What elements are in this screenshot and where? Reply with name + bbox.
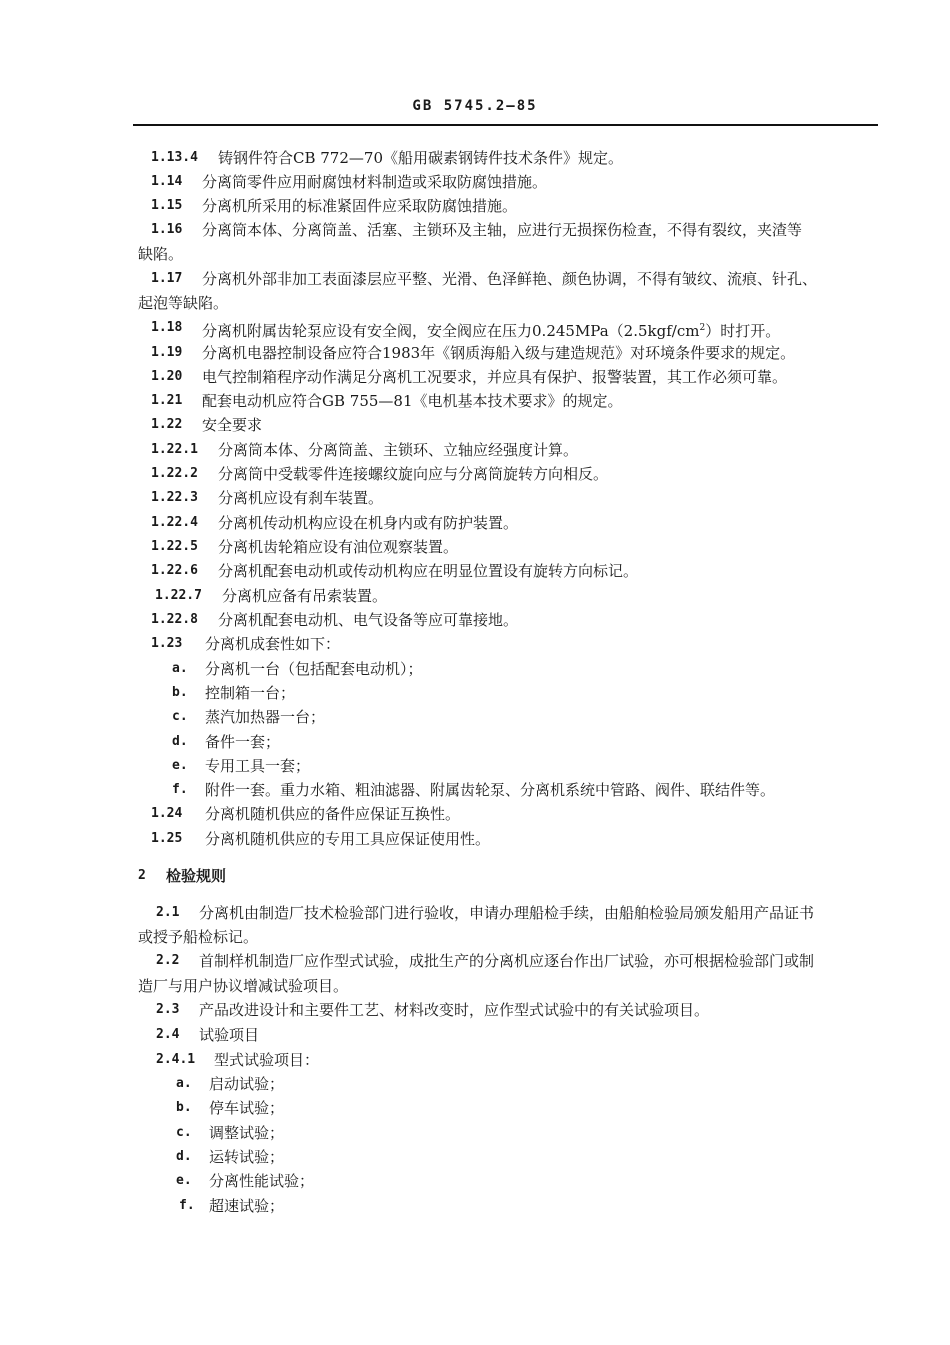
- clause-number: 2.1: [156, 905, 180, 920]
- clause-number: 2.3: [156, 1002, 180, 1017]
- list-text: 专用工具一套；: [205, 757, 311, 775]
- clause-text: 安全要求: [202, 416, 263, 434]
- clause-continuation: 缺陷。: [138, 245, 184, 263]
- list-marker: b.: [176, 1100, 192, 1115]
- list-marker: b.: [172, 685, 188, 700]
- clause-text: 分离机齿轮箱应设有油位观察装置。: [218, 538, 459, 556]
- page-header: GB 5745.2—85: [412, 98, 538, 114]
- clause-number: 1.16: [151, 222, 183, 237]
- clause-text: 首制样机制造厂应作型式试验，成批生产的分离机应逐台作出厂试验，亦可根据检验部门或制: [199, 952, 815, 970]
- list-text: 运转试验；: [209, 1148, 285, 1166]
- list-marker: d.: [172, 734, 188, 749]
- clause-number: 1.20: [151, 369, 183, 384]
- clause-number: 1.23: [151, 636, 183, 651]
- clause-number: 1.19: [151, 345, 183, 360]
- clause-text: 铸钢件符合CB 772—70《船用碳素钢铸件技术条件》规定。: [218, 149, 623, 167]
- clause-number: 1.13.4: [151, 150, 198, 165]
- superscript: 2: [699, 323, 706, 333]
- clause-text: 分离机传动机构应设在机身内或有防护装置。: [218, 514, 519, 532]
- clause-number: 1.22: [151, 417, 183, 432]
- clause-text-part: 分离机附属齿轮泵应设有安全阀，安全阀应在压力0.245MPa（2.5kgf/cm: [202, 322, 700, 340]
- list-marker: f.: [179, 1198, 195, 1213]
- list-text: 超速试验；: [209, 1197, 285, 1215]
- clause-number: 1.21: [151, 393, 183, 408]
- list-text: 备件一套；: [205, 733, 281, 751]
- list-text: 蒸汽加热器一台；: [205, 708, 326, 726]
- clause-text: 型式试验项目：: [214, 1051, 320, 1069]
- clause-continuation: 或授予船检标记。: [138, 928, 259, 946]
- clause-text-part: ）时打开。: [705, 322, 781, 340]
- header-rule: [133, 124, 878, 126]
- list-marker: f.: [172, 782, 188, 797]
- list-marker: c.: [172, 709, 188, 724]
- clause-text: 分离机随机供应的专用工具应保证使用性。: [205, 830, 491, 848]
- clause-text: 分离筒零件应用耐腐蚀材料制造或采取防腐蚀措施。: [202, 173, 548, 191]
- list-text: 附件一套。重力水箱、粗油滤器、附属齿轮泵、分离机系统中管路、阀件、联结件等。: [205, 781, 776, 799]
- list-marker: a.: [172, 661, 188, 676]
- clause-number: 1.25: [151, 831, 183, 846]
- list-text: 停车试验；: [209, 1099, 285, 1117]
- clause-number: 1.22.7: [155, 588, 202, 603]
- clause-number: 1.22.5: [151, 539, 198, 554]
- clause-number: 2.4: [156, 1027, 180, 1042]
- list-marker: e.: [172, 758, 188, 773]
- clause-text: 分离机配套电动机、电气设备等应可靠接地。: [218, 611, 519, 629]
- list-text: 分离机一台（包括配套电动机）；: [205, 660, 423, 678]
- clause-text: 分离机由制造厂技术检验部门进行验收，申请办理船检手续，由船舶检验局颁发船用产品证书: [199, 904, 815, 922]
- clause-text: 试验项目: [199, 1026, 260, 1044]
- clause-text: 配套电动机应符合GB 755—81《电机基本技术要求》的规定。: [202, 392, 623, 410]
- clause-text: 分离筒中受载零件连接螺纹旋向应与分离筒旋转方向相反。: [218, 465, 609, 483]
- clause-text: 分离机外部非加工表面漆层应平整、光滑、色泽鲜艳、颜色协调，不得有皱纹、流痕、针孔、: [202, 270, 818, 288]
- clause-number: 1.14: [151, 174, 183, 189]
- list-text: 调整试验；: [209, 1124, 285, 1142]
- list-marker: c.: [176, 1125, 192, 1140]
- clause-text: 产品改进设计和主要件工艺、材料改变时，应作型式试验中的有关试验项目。: [199, 1001, 710, 1019]
- clause-number: 1.17: [151, 271, 183, 286]
- section-number: 2: [138, 868, 146, 883]
- clause-text: 分离机随机供应的备件应保证互换性。: [205, 805, 461, 823]
- clause-text: 分离机配套电动机或传动机构应在明显位置设有旋转方向标记。: [218, 562, 639, 580]
- clause-number: 1.22.3: [151, 490, 198, 505]
- clause-text: 分离筒本体、分离筒盖、活塞、主锁环及主轴，应进行无损探伤检查，不得有裂纹，夹渣等: [202, 221, 803, 239]
- clause-text: [202, 318, 780, 341]
- list-text: 控制箱一台；: [205, 684, 296, 702]
- clause-number: 1.22.2: [151, 466, 198, 481]
- section-title: 检验规则: [166, 867, 227, 885]
- clause-number: 2.4.1: [156, 1052, 196, 1067]
- clause-number: 1.22.6: [151, 563, 198, 578]
- clause-continuation: 起泡等缺陷。: [138, 294, 229, 312]
- clause-number: 1.22.4: [151, 515, 198, 530]
- clause-number: 1.18: [151, 320, 183, 335]
- clause-number: 1.15: [151, 198, 183, 213]
- list-marker: d.: [176, 1149, 192, 1164]
- list-text: 分离性能试验；: [209, 1172, 315, 1190]
- clause-text: 分离筒本体、分离筒盖、主锁环、立轴应经强度计算。: [218, 441, 579, 459]
- clause-text: 分离机成套性如下：: [205, 635, 341, 653]
- clause-continuation: 造厂与用户协议增减试验项目。: [138, 977, 349, 995]
- list-text: 启动试验；: [209, 1075, 285, 1093]
- clause-number: 2.2: [156, 953, 180, 968]
- clause-text: 分离机应备有吊索装置。: [222, 587, 388, 605]
- clause-text: 电气控制箱程序动作满足分离机工况要求，并应具有保护、报警装置，其工作必须可靠。: [202, 368, 788, 386]
- clause-text: 分离机所采用的标准紧固件应采取防腐蚀措施。: [202, 197, 518, 215]
- clause-number: 1.22.1: [151, 442, 198, 457]
- clause-number: 1.22.8: [151, 612, 198, 627]
- clause-text: 分离机电器控制设备应符合1983年《钢质海船入级与建造规范》对环境条件要求的规定。: [202, 344, 796, 362]
- list-marker: e.: [176, 1173, 192, 1188]
- list-marker: a.: [176, 1076, 192, 1091]
- clause-text: 分离机应设有刹车装置。: [218, 489, 384, 507]
- clause-number: 1.24: [151, 806, 183, 821]
